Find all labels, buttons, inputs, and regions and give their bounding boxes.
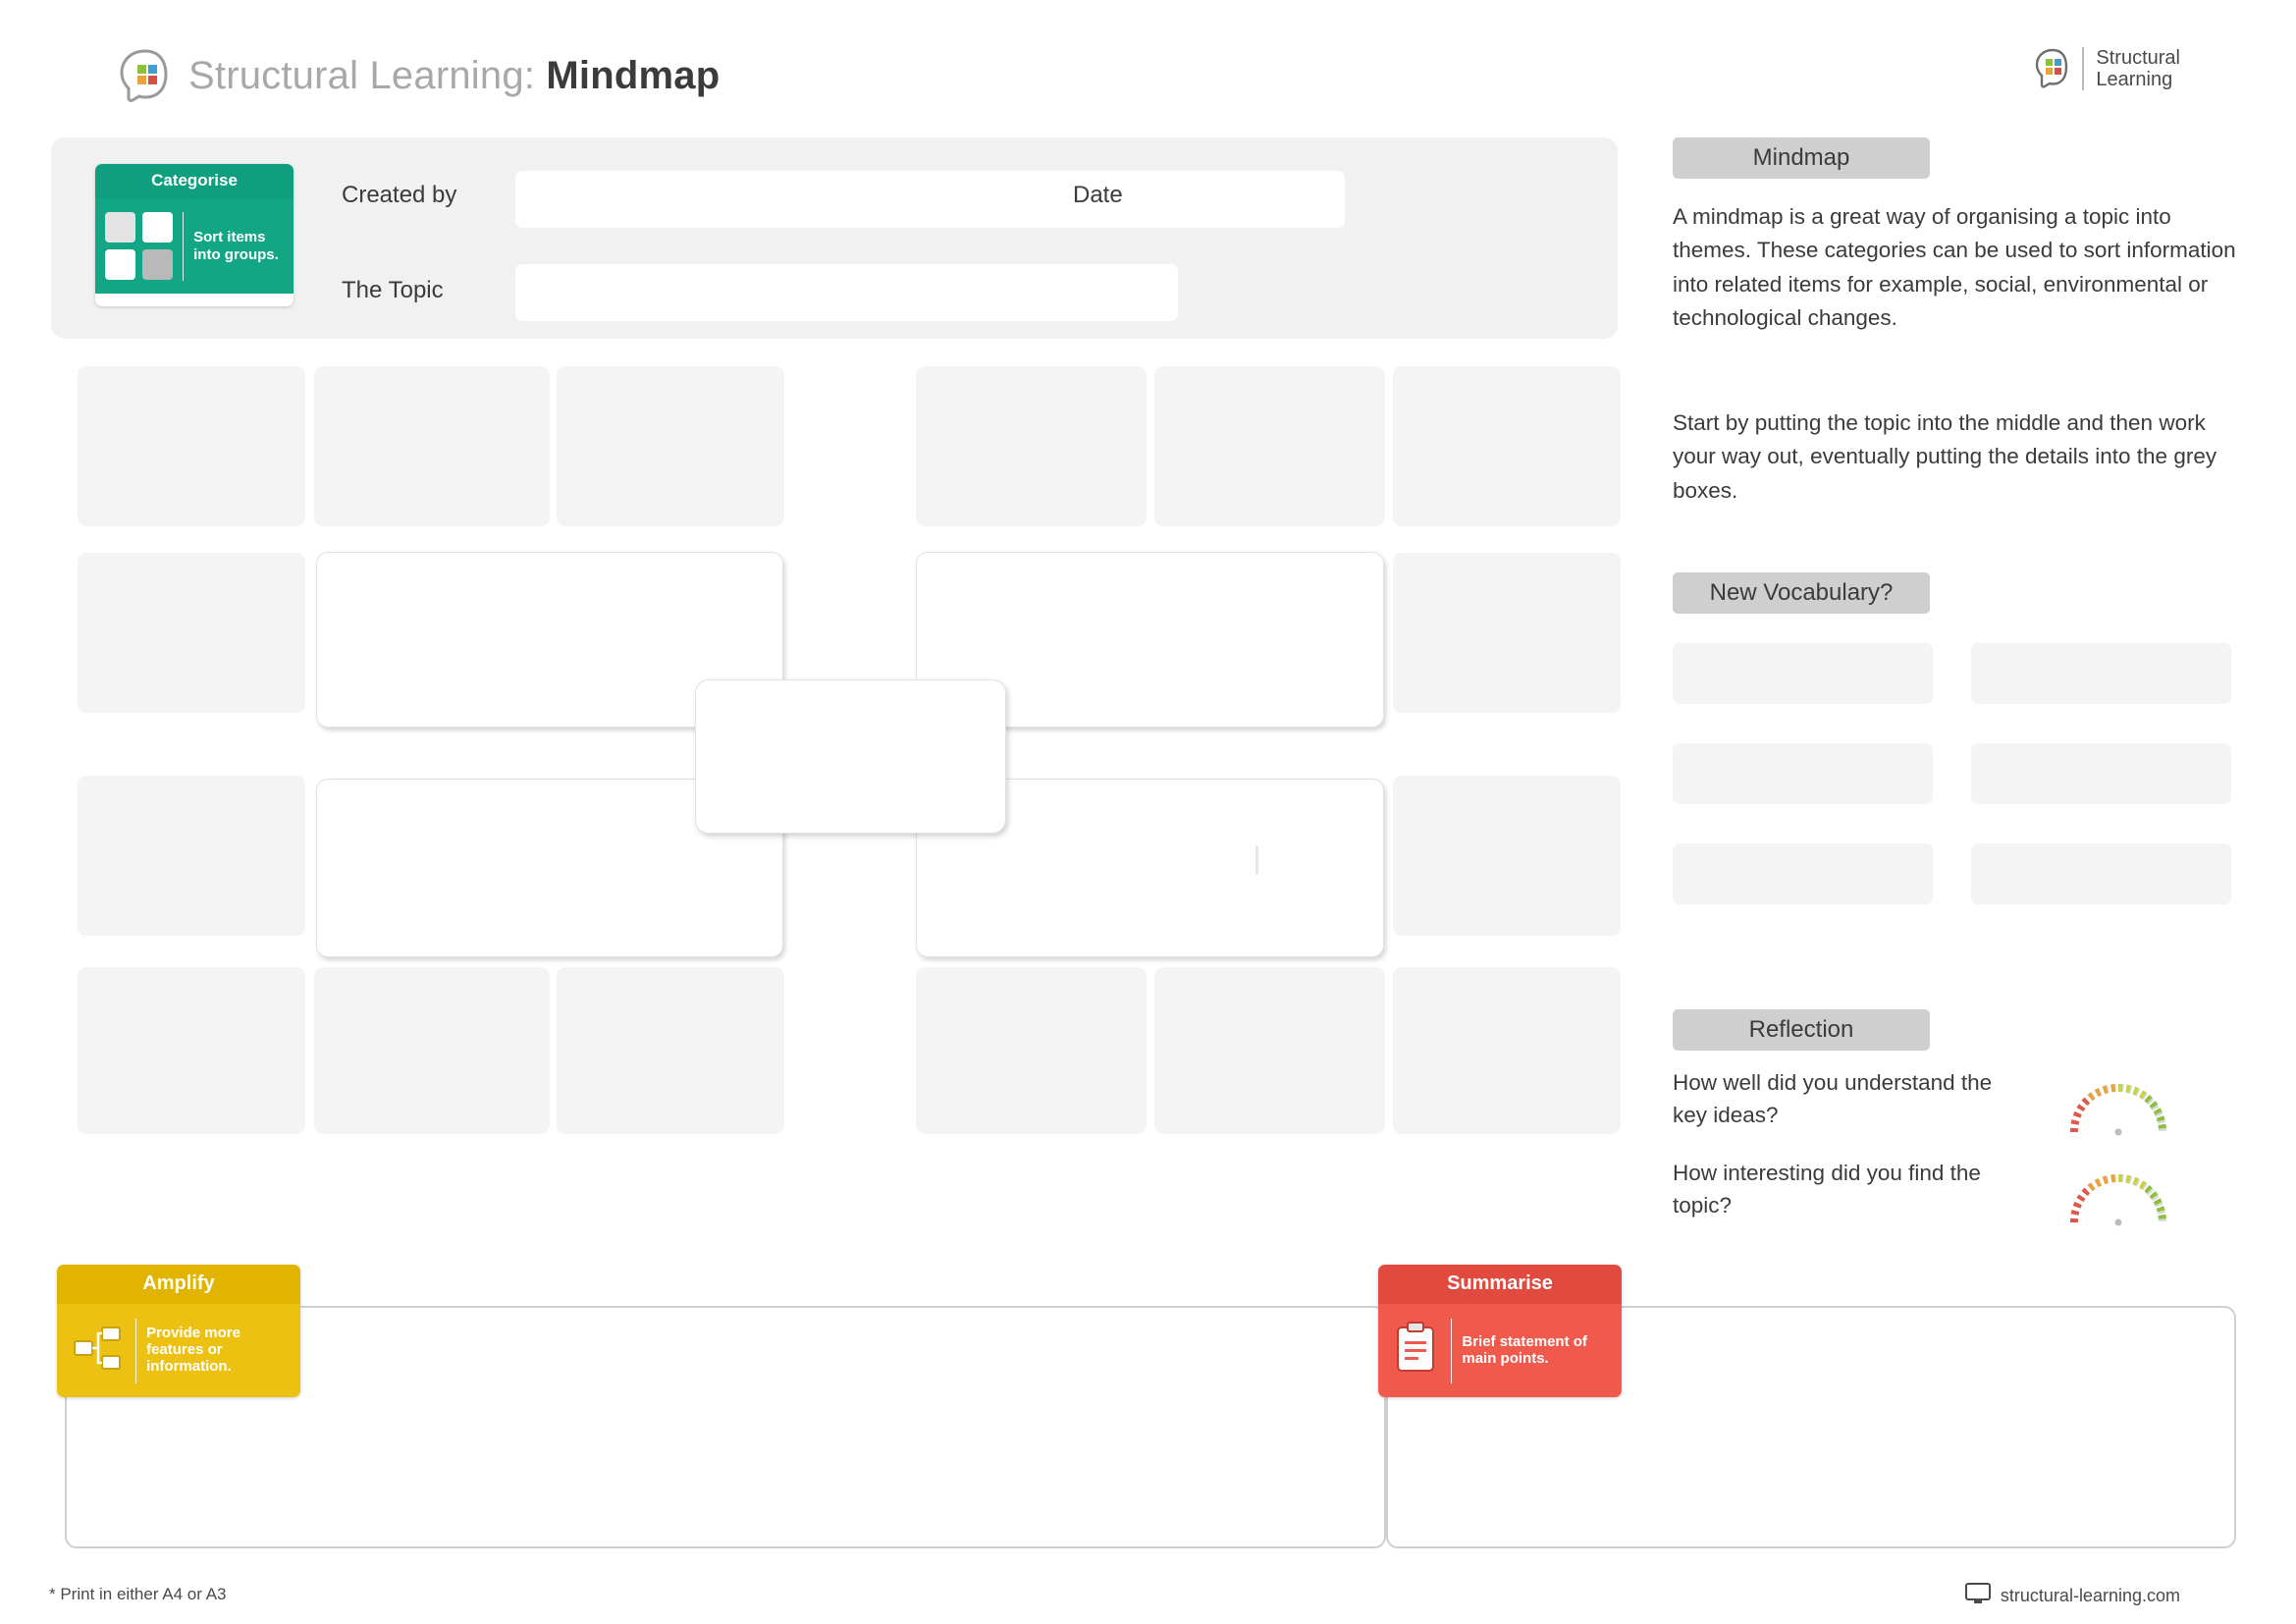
vocabulary-box[interactable] xyxy=(1673,843,1933,904)
categorise-card-divider xyxy=(183,212,184,281)
info-panel xyxy=(51,137,1618,339)
detail-box[interactable] xyxy=(78,776,305,936)
summarise-card-description: Brief statement of main points. xyxy=(1462,1332,1587,1367)
categorise-card-body xyxy=(95,198,294,294)
amplify-card-heading: Amplify xyxy=(57,1265,300,1304)
mindmap-center-topic[interactable] xyxy=(695,679,1006,834)
date-input[interactable] xyxy=(1151,171,1345,228)
topic-label: The Topic xyxy=(342,277,444,303)
vocabulary-box[interactable] xyxy=(1971,643,2231,704)
page-title-prefix: Structural Learning: xyxy=(188,53,547,97)
detail-box[interactable] xyxy=(916,967,1147,1134)
logo-divider xyxy=(2082,47,2084,90)
reflection-section-pill: Reflection xyxy=(1673,1009,1930,1051)
text-caret xyxy=(1255,845,1258,875)
date-label: Date xyxy=(1073,182,1123,208)
vocabulary-box[interactable] xyxy=(1673,643,1933,704)
categorise-card-heading: Categorise xyxy=(95,164,294,198)
amplify-card xyxy=(57,1265,300,1397)
detail-box[interactable] xyxy=(1393,967,1621,1134)
summarise-card xyxy=(1378,1265,1622,1397)
detail-box[interactable] xyxy=(1154,366,1385,526)
amplify-card-body xyxy=(57,1304,300,1397)
logo-text-line1: Structural xyxy=(2096,47,2180,69)
gauge-icon[interactable] xyxy=(2064,1077,2172,1143)
print-footnote: * Print in either A4 or A3 xyxy=(49,1585,227,1603)
reflection-question-2: How interesting did you find the topic? xyxy=(1673,1161,1981,1218)
mindmap-paragraph-1: A mindmap is a great way of organising a topic into themes. These categories can be used to sort information into related items for example, social, environmental or technological changes. xyxy=(1673,204,2236,331)
detail-box[interactable] xyxy=(1393,553,1621,713)
gauge-icon[interactable] xyxy=(2064,1167,2172,1233)
detail-box[interactable] xyxy=(314,967,550,1134)
summarise-card-body xyxy=(1378,1304,1622,1397)
vocabulary-section-pill: New Vocabulary? xyxy=(1673,572,1930,614)
detail-box[interactable] xyxy=(78,366,305,526)
vocabulary-box[interactable] xyxy=(1971,843,2231,904)
amplify-card-description: Provide more features or information. xyxy=(146,1325,240,1375)
mindmap-paragraph-2: Start by putting the topic into the middle and then work your way out, eventually putting the details into the grey boxes. xyxy=(1673,410,2217,503)
vocabulary-box[interactable] xyxy=(1673,743,1933,804)
page-title xyxy=(188,54,720,98)
reflection-question-1: How well did you understand the key ideas? xyxy=(1673,1070,1993,1127)
detail-box[interactable] xyxy=(78,553,305,713)
page-title-main: Mindmap xyxy=(546,53,721,97)
summarise-card-divider xyxy=(1451,1319,1452,1383)
brand-logo xyxy=(2033,47,2180,91)
logo-text xyxy=(2096,47,2180,91)
site-url: structural-learning.com xyxy=(2000,1586,2180,1605)
detail-box[interactable] xyxy=(916,366,1147,526)
detail-box[interactable] xyxy=(314,366,550,526)
detail-box[interactable] xyxy=(557,967,784,1134)
amplify-icon xyxy=(69,1320,126,1381)
clipboard-icon xyxy=(1390,1320,1441,1381)
topic-input[interactable] xyxy=(515,264,1178,321)
categorise-card xyxy=(95,164,294,306)
brain-icon xyxy=(116,47,171,104)
amplify-card-divider xyxy=(135,1319,136,1383)
logo-text-line2: Learning xyxy=(2096,69,2173,91)
detail-box[interactable] xyxy=(1393,366,1621,526)
detail-box[interactable] xyxy=(1154,967,1385,1134)
detail-box[interactable] xyxy=(1393,776,1621,936)
categorise-card-description: Sort items into groups. xyxy=(193,229,279,263)
mindmap-section-pill: Mindmap xyxy=(1673,137,1930,179)
monitor-icon xyxy=(1965,1583,1991,1609)
detail-box[interactable] xyxy=(557,366,784,526)
site-footer xyxy=(1965,1583,2180,1609)
categorise-grid-icon xyxy=(105,212,173,280)
page-header xyxy=(116,47,720,104)
summarise-card-heading: Summarise xyxy=(1378,1265,1622,1304)
structural-learning-logo-icon xyxy=(2033,47,2070,90)
detail-box[interactable] xyxy=(78,967,305,1134)
vocabulary-box[interactable] xyxy=(1971,743,2231,804)
created-by-label: Created by xyxy=(342,182,457,208)
